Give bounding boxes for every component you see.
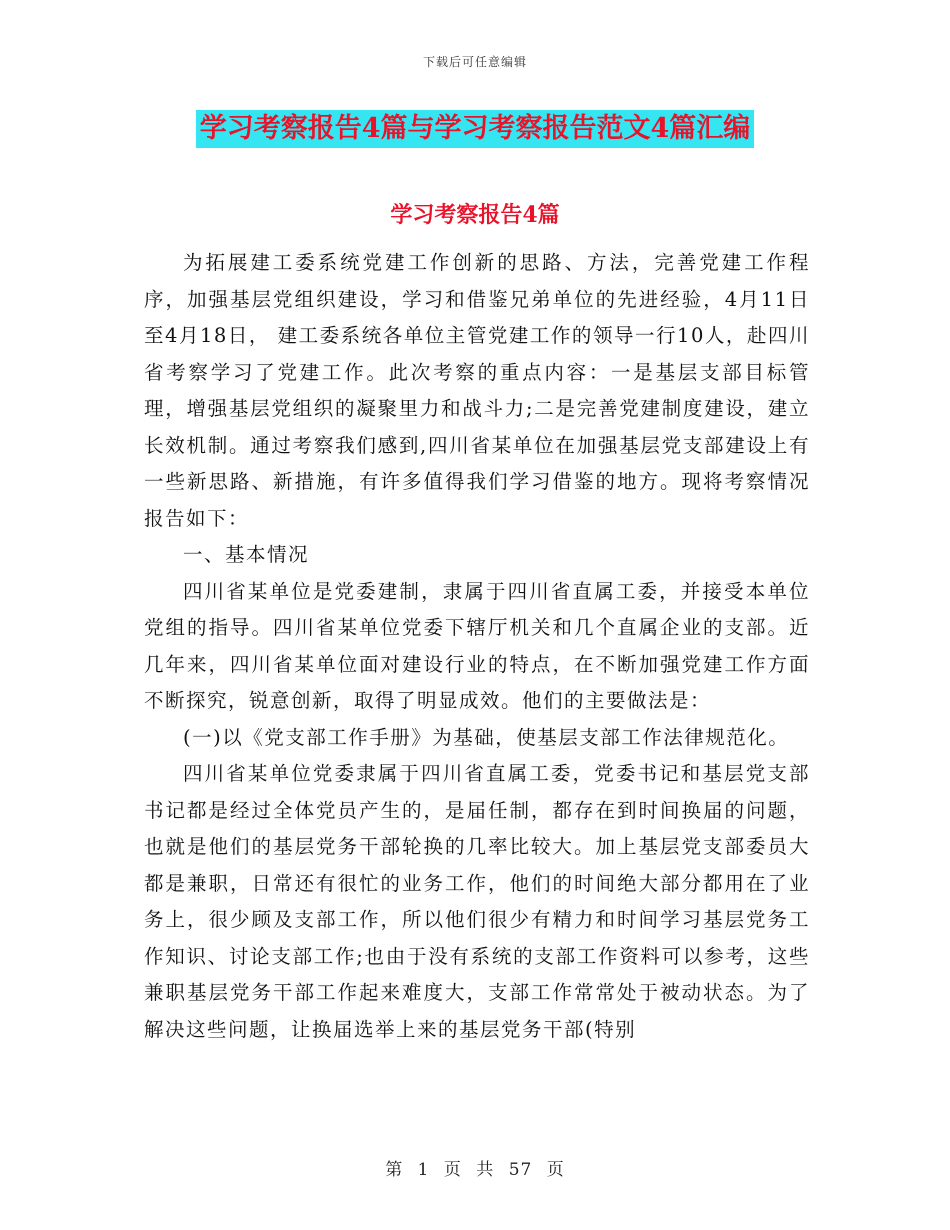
footer-page-number: 1 xyxy=(417,1160,430,1180)
header-note: 下载后可任意编辑 xyxy=(422,55,527,69)
paragraph-detail: 四川省某单位党委隶属于四川省直属工委，党委书记和基层党支部书记都是经过全体党员产生的，是届任制，都存在到时间换届的问题，也就是他们的基层党务干部轮换的几率比较大。加上基层党支部委员大都是兼职，日常还有很忙的业务工作，他们的时间绝大部分都用在了业务上，很少顾及支部工作，所以他们很少有精力和时间学习基层党务工作知识、讨论支部工作;也由于没有系统的支部工作资料可以参考，这些兼职基层党务干部工作起来难度大，支部工作常常处于被动状态。为了解决这些问题，让换届选举上来的基层党务干部(特别 xyxy=(144,762,810,1041)
document-body xyxy=(144,245,810,1048)
paragraph-intro: 为拓展建工委系统党建工作创新的思路、方法，完善党建工作程序，加强基层党组织建设，学习和借鉴兄弟单位的先进经验，4月11日至4月18日， 建工委系统各单位主管党建工作的领导一行10人，赴四川省考察学习了党建工作。此次考察的重点内容：一是基层支部目标管理，增强基层党组织的凝聚里力和战斗力;二是完善党建制度建设，建立长效机制。通过考察我们感到,四川省某单位在加强基层党支部建设上有一些新思路、新措施，有许多值得我们学习借鉴的地方。现将考察情况报告如下： xyxy=(144,251,810,530)
section-title: 学习考察报告4篇 xyxy=(390,202,560,228)
footer-page-word: 页 xyxy=(443,1160,462,1180)
paragraph-heading-basic: 一、基本情况 xyxy=(183,543,310,566)
paragraph-subheading-1: (一)以《党支部工作手册》为基础，使基层支部工作法律规范化。 xyxy=(183,725,790,749)
document-title: 学习考察报告4篇与学习考察报告范文4篇汇编 xyxy=(196,110,755,148)
footer-prefix: 第 xyxy=(385,1160,404,1180)
footer-total-word: 共 xyxy=(476,1160,495,1180)
footer-total-pages: 57 xyxy=(508,1160,533,1180)
document-title-wrap xyxy=(0,110,950,148)
footer-suffix: 页 xyxy=(546,1160,565,1180)
page-footer xyxy=(0,1155,950,1180)
paragraph-basic-situation: 四川省某单位是党委建制，隶属于四川省直属工委，并接受本单位党组的指导。四川省某单位党委下辖厅机关和几个直属企业的支部。近几年来，四川省某单位面对建设行业的特点，在不断加强党建工作方面不断探究，锐意创新，取得了明显成效。他们的主要做法是： xyxy=(144,579,810,712)
